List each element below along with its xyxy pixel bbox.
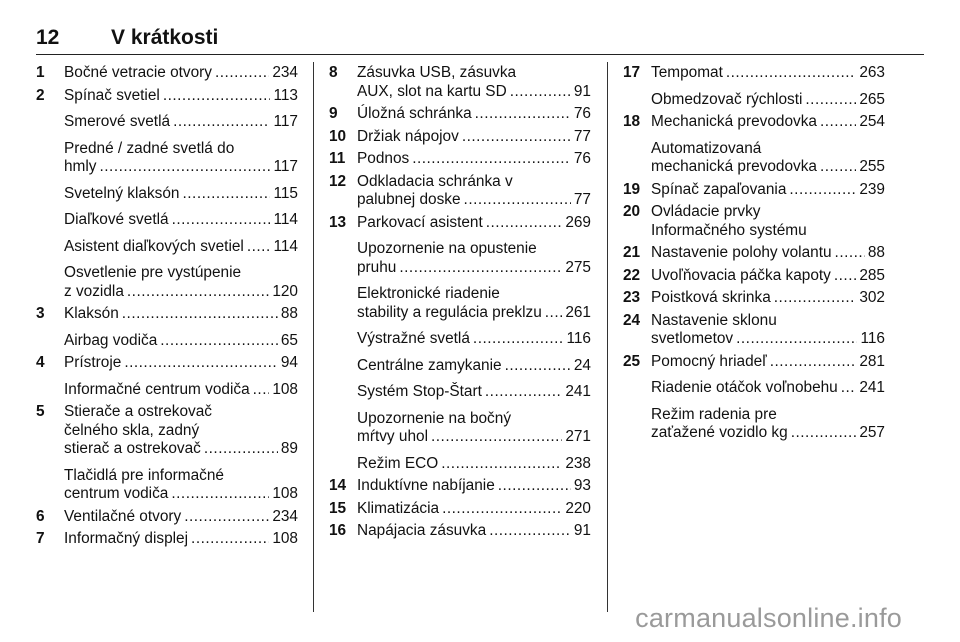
leader-dots [191,530,269,549]
entry-text: Podnos [357,150,410,167]
index-entry[interactable] [329,410,591,447]
page-reference[interactable]: 76 [573,150,591,167]
entry-text: Asistent diaľkových svetiel [64,237,244,255]
page-reference[interactable]: 88 [867,244,885,261]
entry-number: 20 [623,203,641,220]
page-reference[interactable]: 116 [860,330,885,347]
entry-text: Centrálne zamykanie [357,356,502,374]
leader-dots [171,485,269,504]
entry-number: 18 [623,113,641,130]
index-entry[interactable] [329,105,591,124]
page-reference[interactable]: 239 [859,180,885,198]
entry-text: Informačné centrum vodiča [64,380,250,398]
leader-dots [486,214,563,233]
index-entry[interactable] [36,381,298,400]
entry-text: Mechanická prevodovka [651,113,817,130]
entry-text: Informačný displej [64,530,189,547]
page-reference[interactable]: 257 [859,424,885,441]
entry-text-line: Osvetlenie pre vystúpenie [64,264,242,281]
entry-text: Prístroje [64,354,122,371]
page-reference[interactable]: 281 [859,352,885,370]
index-entry[interactable] [329,285,591,322]
index-entry[interactable] [329,330,591,349]
entry-text-line: Režim radenia pre [651,405,777,423]
page-number: 12 [36,26,60,49]
index-entry[interactable] [329,357,591,376]
page-reference[interactable]: 265 [859,90,885,108]
entry-number: 2 [36,86,45,104]
leader-dots [464,191,571,210]
entry-number: 21 [623,244,641,261]
page-reference[interactable]: 263 [859,64,885,81]
entry-number: 10 [329,127,347,145]
page-reference[interactable]: 108 [272,530,298,547]
entry-number: 9 [329,105,338,122]
leader-dots [160,332,278,351]
index-entry[interactable] [623,203,885,240]
entry-text-line: Odkladacia schránka v [357,172,513,190]
leader-dots [545,304,563,323]
entry-text-line: čelného skla, zadný [64,421,200,439]
index-entry[interactable] [329,64,591,101]
page-reference[interactable]: 77 [573,191,591,208]
entry-text: palubnej doske [357,191,461,208]
entry-text: Napájacia zásuvka [357,522,487,539]
index-entry[interactable] [623,181,885,200]
leader-dots [726,64,856,83]
entry-text: mŕtvy uhol [357,428,428,445]
index-entry[interactable] [36,113,298,132]
entry-text-line: Upozornenie na bočný [357,409,512,427]
index-entry[interactable] [36,508,298,527]
entry-text: Uvoľňovacia páčka kapoty [651,266,831,284]
index-entry[interactable] [623,406,885,443]
page-reference[interactable]: 117 [273,113,298,130]
entry-text: zaťažené vozidlo kg [651,424,788,441]
entry-text: Ventilačné otvory [64,507,182,525]
page-reference[interactable]: 76 [573,105,591,122]
index-entry[interactable] [36,185,298,204]
index-column-2 [329,64,591,545]
leader-dots [475,105,571,124]
index-entry[interactable] [329,383,591,402]
entry-number: 1 [36,64,45,81]
leader-dots [736,330,857,349]
entry-text: Spínač svetiel [64,86,160,104]
leader-dots [100,158,271,177]
entry-number: 23 [623,289,641,306]
index-entry[interactable] [36,264,298,301]
index-entry[interactable] [623,353,885,372]
index-column-1 [36,64,298,553]
leader-dots [835,244,865,263]
entry-number: 12 [329,172,347,190]
leader-dots [841,379,857,398]
entry-text: pruhu [357,258,397,276]
index-entry[interactable] [623,64,885,83]
leader-dots [820,158,856,177]
page-reference[interactable]: 238 [565,454,591,472]
entry-number: 22 [623,266,641,284]
entry-number: 16 [329,522,347,539]
index-entry[interactable] [36,87,298,106]
index-entry[interactable] [623,140,885,177]
entry-number: 17 [623,64,641,81]
leader-dots [489,522,571,541]
leader-dots [215,64,269,83]
leader-dots [805,91,856,110]
entry-text: Obmedzovač rýchlosti [651,90,803,108]
entry-number: 15 [329,499,347,517]
index-entry[interactable] [36,530,298,549]
leader-dots [462,128,571,147]
index-entry[interactable] [36,140,298,177]
page-reference[interactable]: 271 [565,428,591,445]
leader-dots [183,185,271,204]
entry-text: Smerové svetlá [64,113,171,130]
entry-text: Induktívne nabíjanie [357,477,495,494]
page-reference[interactable]: 91 [573,522,591,539]
page-reference[interactable]: 255 [859,158,885,175]
entry-text: Klaksón [64,305,119,322]
entry-text: Držiak nápojov [357,127,459,145]
leader-dots [442,500,562,519]
entry-text: Spínač zapaľovania [651,180,787,198]
leader-dots [399,259,562,278]
entry-number: 6 [36,507,45,525]
entry-text: mechanická prevodovka [651,158,817,175]
page-reference[interactable]: 241 [859,379,885,396]
page-reference[interactable]: 241 [565,383,591,400]
entry-number: 19 [623,180,641,198]
index-entry[interactable] [36,354,298,373]
entry-text: Diaľkové svetlá [64,211,169,228]
entry-number: 7 [36,530,45,547]
entry-text: Tempomat [651,64,723,81]
leader-dots [791,424,857,443]
entry-text: Poistková skrinka [651,289,771,306]
page-reference[interactable]: 65 [280,331,298,349]
entry-number: 8 [329,64,338,81]
leader-dots [247,238,271,257]
index-column-3 [623,64,885,447]
page-reference[interactable]: 89 [280,440,298,457]
entry-text-line: Zásuvka USB, zásuvka [357,64,517,81]
page-reference[interactable]: 114 [273,211,298,228]
index-entry[interactable] [623,379,885,398]
entry-text: Výstražné svetlá [357,330,470,347]
leader-dots [485,383,562,402]
entry-text-line: Stierače a ostrekovač [64,403,212,420]
index-entry[interactable] [36,64,298,83]
leader-dots [473,330,564,349]
entry-text-line: Elektronické riadenie [357,285,500,302]
page-header [36,26,924,55]
leader-dots [127,283,269,302]
page-reference[interactable]: 116 [566,330,591,347]
index-entry[interactable] [623,113,885,132]
entry-number: 24 [623,311,641,329]
watermark: carmanualsonline.info [635,603,902,633]
page-reference[interactable]: 220 [565,499,591,517]
page-reference[interactable]: 77 [573,127,591,145]
index-entry[interactable] [623,91,885,110]
entry-text: Parkovací asistent [357,213,483,231]
page-reference[interactable]: 269 [565,213,591,231]
index-entry[interactable] [329,240,591,277]
page-title: V krátkosti [111,26,219,49]
column-divider [607,62,608,612]
entry-text: Airbag vodiča [64,331,158,349]
page-reference[interactable]: 234 [272,64,298,81]
leader-dots [173,113,270,132]
entry-text: hmly [64,158,97,175]
entry-text: Klimatizácia [357,499,440,517]
entry-text-line: Automatizovaná [651,139,762,157]
entry-text-line: Nastavenie sklonu [651,311,777,329]
index-entry[interactable] [623,289,885,308]
entry-text-line: Predné / zadné svetlá do [64,139,235,157]
entry-text: svetlometov [651,330,734,347]
index-entry[interactable] [36,305,298,324]
entry-text-line: Tlačidlá pre informačné [64,466,224,484]
page-reference[interactable]: 285 [859,266,885,284]
page-reference[interactable]: 93 [573,477,591,494]
entry-text: Úložná schránka [357,105,472,122]
page-reference[interactable]: 115 [273,184,298,202]
entry-number: 11 [329,150,346,167]
entry-text: Systém Stop-Štart [357,383,482,400]
leader-dots [441,455,562,474]
entry-number: 25 [623,352,641,370]
entry-text: Riadenie otáčok voľnobehu [651,379,838,396]
entry-text: Informačného systému [651,221,807,239]
leader-dots [510,83,571,102]
leader-dots [412,150,571,169]
leader-dots [124,354,278,373]
leader-dots [253,381,270,400]
entry-text-line: Upozornenie na opustenie [357,240,537,257]
page-reference[interactable]: 88 [280,305,298,322]
entry-text: Nastavenie polohy volantu [651,244,832,261]
leader-dots [770,353,857,372]
entry-text: stability a regulácia preklzu [357,303,542,321]
index-entry[interactable] [36,211,298,230]
index-entry[interactable] [36,403,298,459]
page-reference[interactable]: 234 [272,507,298,525]
leader-dots [122,305,278,324]
index-entry[interactable] [329,173,591,210]
leader-dots [820,113,856,132]
leader-dots [204,440,278,459]
entry-text: z vozidla [64,282,124,300]
entry-text-line: Ovládacie prvky [651,203,761,220]
leader-dots [163,87,271,106]
index-entry[interactable] [36,467,298,504]
leader-dots [789,181,856,200]
page-reference[interactable]: 120 [272,282,298,300]
leader-dots [505,357,571,376]
index-entry[interactable] [329,477,591,496]
index-entry[interactable] [329,214,591,233]
entry-text: AUX, slot na kartu SD [357,82,507,100]
page-reference[interactable]: 275 [565,258,591,276]
page-reference[interactable]: 117 [273,158,298,175]
leader-dots [834,267,856,286]
page-reference[interactable]: 302 [859,289,885,306]
page-reference[interactable]: 91 [573,82,591,100]
page-reference[interactable]: 108 [272,380,298,398]
index-entry[interactable] [623,267,885,286]
leader-dots [431,428,562,447]
index-entry[interactable] [329,128,591,147]
page-reference[interactable]: 24 [573,356,591,374]
index-entry[interactable] [329,522,591,541]
page-reference[interactable]: 108 [272,485,298,502]
page-reference[interactable]: 254 [859,113,885,130]
entry-text: Bočné vetracie otvory [64,64,212,81]
entry-text: stierač a ostrekovač [64,440,201,457]
leader-dots [172,211,271,230]
entry-text: centrum vodiča [64,485,169,502]
entry-number: 4 [36,354,45,371]
entry-number: 14 [329,477,347,494]
index-entry[interactable] [623,312,885,349]
page-reference[interactable]: 261 [565,303,591,321]
entry-number: 3 [36,305,45,322]
page-reference[interactable]: 114 [273,237,298,255]
entry-number: 13 [329,213,347,231]
leader-dots [184,508,269,527]
entry-text: Svetelný klaksón [64,184,180,202]
leader-dots [498,477,571,496]
page-reference[interactable]: 94 [280,354,298,371]
column-divider [313,62,314,612]
leader-dots [774,289,857,308]
page-reference[interactable]: 113 [273,86,298,104]
index-entry[interactable] [623,244,885,263]
index-entry[interactable] [36,332,298,351]
index-entry[interactable] [329,500,591,519]
entry-text: Režim ECO [357,454,439,472]
index-entry[interactable] [329,150,591,169]
entry-number: 5 [36,403,45,420]
entry-text: Pomocný hriadeľ [651,352,767,370]
index-entry[interactable] [329,455,591,474]
index-entry[interactable] [36,238,298,257]
